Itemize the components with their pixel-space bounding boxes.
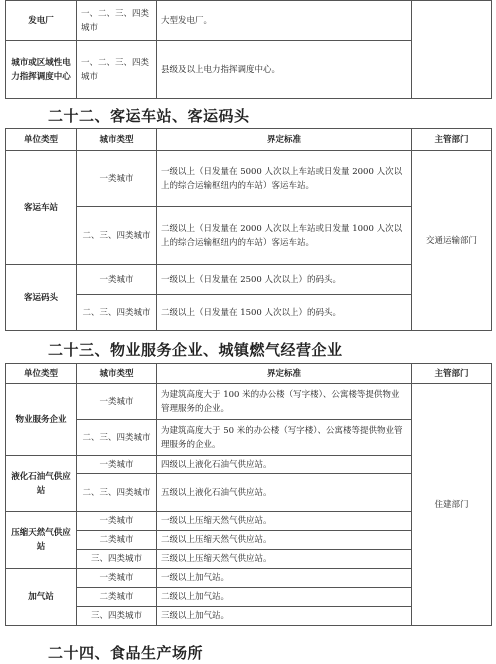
city-cell: 一类城市 [77,151,157,207]
header-row [6,364,492,384]
criteria-cell: 县级及以上电力指挥调度中心。 [157,41,412,99]
criteria-cell: 三级以上加气站。 [157,607,412,626]
unit-cell: 发电厂 [6,1,77,41]
city-cell: 一类城市 [77,569,157,588]
criteria-cell: 四级以上液化石油气供应站。 [157,456,412,474]
header-row [6,129,492,151]
criteria-cell: 一级以上（日发量在 2500 人次以上）的码头。 [157,265,412,295]
city-cell: 一类城市 [77,512,157,531]
power-table [5,0,492,99]
table-row [6,1,492,41]
city-cell: 二类城市 [77,588,157,607]
city-cell: 一、二、三、四类城市 [77,1,157,41]
criteria-cell: 一级以上压缩天然气供应站。 [157,512,412,531]
city-cell: 一类城市 [77,384,157,420]
unit-cell: 液化石油气供应站 [6,456,77,512]
header-unit: 单位类型 [6,129,77,151]
dept-cell: 住建部门 [412,384,492,626]
unit-cell: 城市或区域性电力指挥调度中心 [6,41,77,99]
city-cell: 一类城市 [77,456,157,474]
criteria-cell: 一级以上（日发量在 5000 人次以上车站或日发量 2000 人次以上的综合运输枢纽内的车站）客运车站。 [157,151,412,207]
city-cell: 一、二、三、四类城市 [77,41,157,99]
criteria-cell: 三级以上压缩天然气供应站。 [157,550,412,569]
criteria-cell: 为建筑高度大于 100 米的办公楼（写字楼）、公寓楼等提供物业管理服务的企业。 [157,384,412,420]
section-heading-24: 二十四、食品生产场所 [48,644,204,662]
city-cell: 三、四类城市 [77,607,157,626]
header-city: 城市类型 [77,364,157,384]
section-heading-22: 二十二、客运车站、客运码头 [48,107,250,125]
property-gas-table [5,363,492,626]
city-cell: 二、三、四类城市 [77,295,157,331]
city-cell: 一类城市 [77,265,157,295]
section-heading-23: 二十三、物业服务企业、城镇燃气经营企业 [48,341,343,359]
unit-cell: 客运码头 [6,265,77,331]
city-cell: 二、三、四类城市 [77,474,157,512]
header-dept: 主管部门 [412,129,492,151]
criteria-cell: 二级以上压缩天然气供应站。 [157,531,412,550]
dept-cell [412,1,492,99]
header-dept: 主管部门 [412,364,492,384]
city-cell: 三、四类城市 [77,550,157,569]
header-city: 城市类型 [77,129,157,151]
city-cell: 二、三、四类城市 [77,207,157,265]
criteria-cell: 大型发电厂。 [157,1,412,41]
header-unit: 单位类型 [6,364,77,384]
criteria-cell: 二级以上（日发量在 1500 人次以上）的码头。 [157,295,412,331]
unit-cell: 客运车站 [6,151,77,265]
criteria-cell: 五级以上液化石油气供应站。 [157,474,412,512]
city-cell: 二类城市 [77,531,157,550]
dept-cell: 交通运输部门 [412,151,492,331]
criteria-cell: 一级以上加气站。 [157,569,412,588]
unit-cell: 加气站 [6,569,77,626]
criteria-cell: 二级以上加气站。 [157,588,412,607]
city-cell: 二、三、四类城市 [77,420,157,456]
unit-cell: 压缩天然气供应站 [6,512,77,569]
header-criteria: 界定标准 [157,364,412,384]
table-row [6,384,492,420]
table-row [6,151,492,207]
criteria-cell: 为建筑高度大于 50 米的办公楼（写字楼）、公寓楼等提供物业管理服务的企业。 [157,420,412,456]
transport-table [5,128,492,331]
unit-cell: 物业服务企业 [6,384,77,456]
criteria-cell: 二级以上（日发量在 2000 人次以上车站或日发量 1000 人次以上的综合运输枢纽内的车站）客运车站。 [157,207,412,265]
header-criteria: 界定标准 [157,129,412,151]
